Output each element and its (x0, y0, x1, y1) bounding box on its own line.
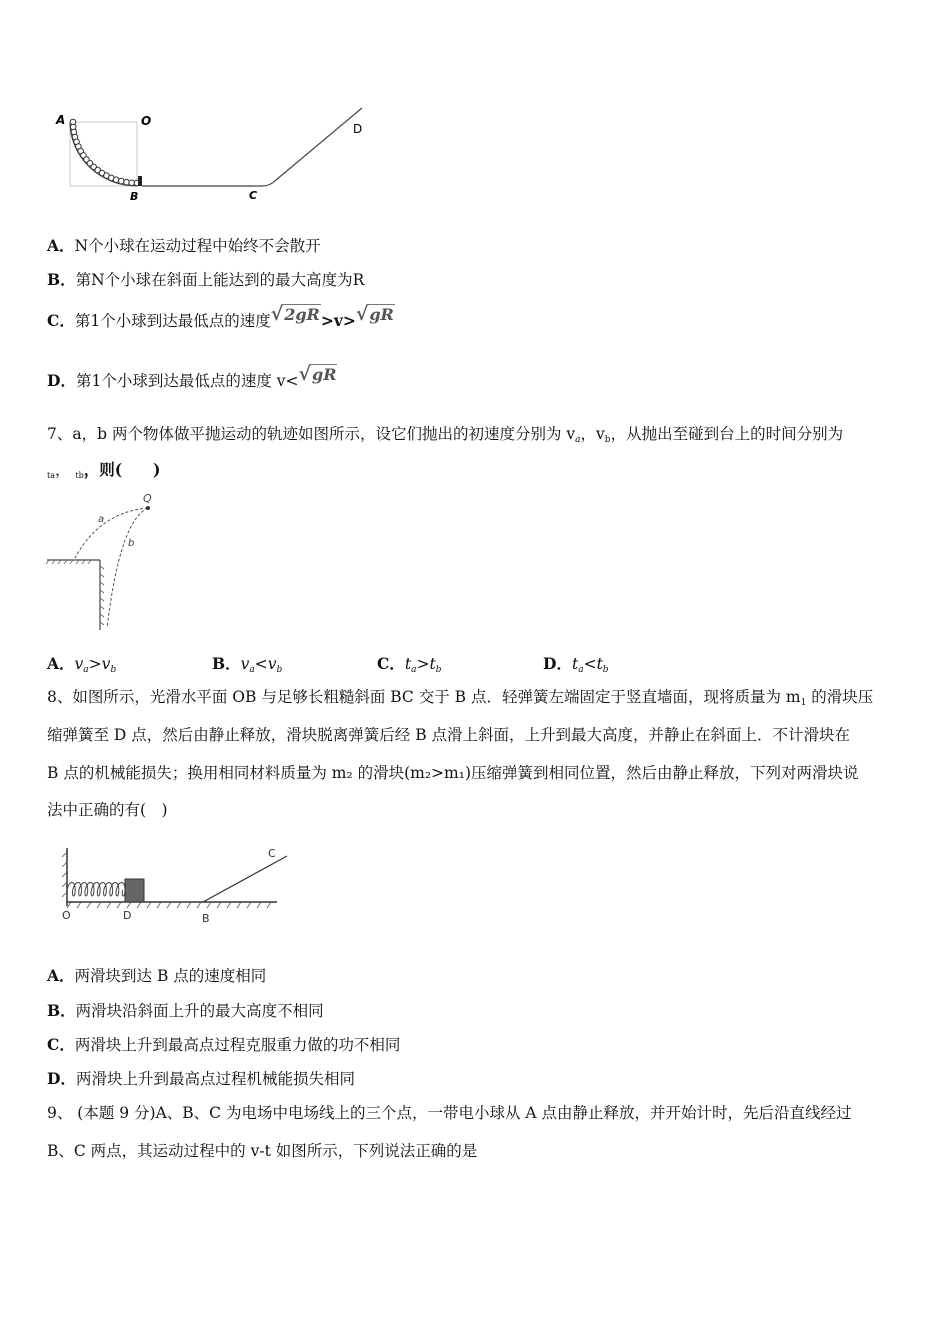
q8-stem-line4: 法中正确的有( ) (47, 801, 168, 819)
label-d: D (123, 909, 132, 922)
q7-option-d-expr: $t_a<t_b$ (571, 655, 609, 675)
label-o: O (141, 114, 152, 128)
figure-track (50, 100, 380, 210)
q8-stem-line1: 8、如图所示，光滑水平面 OB 与足够长粗糙斜面 BC 交于 B 点．轻弹簧左端固定于竖直墙面，现将质量为 $m_1$ 的滑块压 (47, 688, 874, 708)
q8-stem-line3: B 点的机械能损失；换用相同材料质量为 m₂ 的滑块(m₂>m₁)压缩弹簧到相同位置，然后由静止释放，下列对两滑块说 (47, 764, 859, 782)
q8-option-b[interactable]: B．两滑块沿斜面上升的最大高度不相同 (47, 1001, 324, 1020)
q9-stem-line2: B、C 两点，其运动过程中的 v-t 如图所示，下列说法正确的是 (47, 1142, 478, 1160)
figure-trajectories (45, 490, 175, 635)
q7-option-b-expr: $v_a<v_b$ (240, 655, 283, 675)
q7-option-d[interactable]: D．$t_a<t_b$ (543, 654, 609, 675)
label-a: A (56, 113, 66, 127)
q7-option-a[interactable]: A．$v_a>v_b$ (47, 654, 117, 675)
q6-option-b[interactable]: B．第N个小球在斜面上能达到的最大高度为R (47, 270, 365, 289)
label-traj-b: b (128, 538, 135, 549)
q7-stem-line2: $_{ta}$， $_{tb}$，则( ) (47, 460, 161, 480)
q7-option-c-expr: $t_a>t_b$ (404, 655, 442, 675)
label-traj-a: a (98, 514, 105, 525)
q8-stem-line2: 缩弹簧至 D 点，然后由静止释放，滑块脱离弹簧后经 B 点滑上斜面，上升到最大高度，并静止在斜面上．不计滑块在 (47, 726, 851, 744)
q7-option-b[interactable]: B．$v_a<v_b$ (212, 654, 283, 675)
q7-option-a-expr: $v_a>v_b$ (74, 655, 117, 675)
figure-spring-incline (55, 840, 295, 930)
q8-option-c[interactable]: C．两滑块上升到最高点过程克服重力做的功不相同 (47, 1035, 401, 1054)
label-c: C (268, 847, 276, 860)
sqrt-2gR: √2gR (270, 303, 320, 325)
label-o: O (62, 909, 71, 922)
label-d: D (353, 122, 363, 136)
label-b: B (130, 190, 139, 203)
label-c: C (249, 189, 258, 202)
q7-option-c[interactable]: C．$t_a>t_b$ (377, 654, 442, 675)
q8-option-d[interactable]: D．两滑块上升到最高点过程机械能损失相同 (47, 1069, 355, 1088)
label-b: B (202, 912, 210, 925)
q8-option-a[interactable]: A．两滑块到达 B 点的速度相同 (47, 966, 267, 985)
q6-option-c[interactable]: C．第1个小球到达最低点的速度√2gR>v>√gR (47, 303, 394, 330)
label-q: Q (143, 492, 152, 505)
sqrt-gR-d: √gR (298, 363, 337, 385)
q7-stem-line1: 7、a，b 两个物体做平抛运动的轨迹如图所示，设它们抛出的初速度分别为 $v_a$，$v_b$，从抛出至碰到台上的时间分别为 (47, 425, 844, 445)
sqrt-gR: √gR (355, 303, 394, 325)
q6-option-a[interactable]: A．N个小球在运动过程中始终不会散开 (47, 236, 321, 255)
ball (119, 178, 125, 184)
q9-stem-line1: 9、 (本题 9 分)A、B、C 为电场中电场线上的三个点，一带电小球从 A 点由静止释放，并开始计时，先后沿直线经过 (47, 1104, 852, 1122)
q6-option-d[interactable]: D．第1个小球到达最低点的速度 v<√gR (47, 363, 337, 390)
ball (129, 180, 135, 186)
spring (67, 883, 125, 897)
